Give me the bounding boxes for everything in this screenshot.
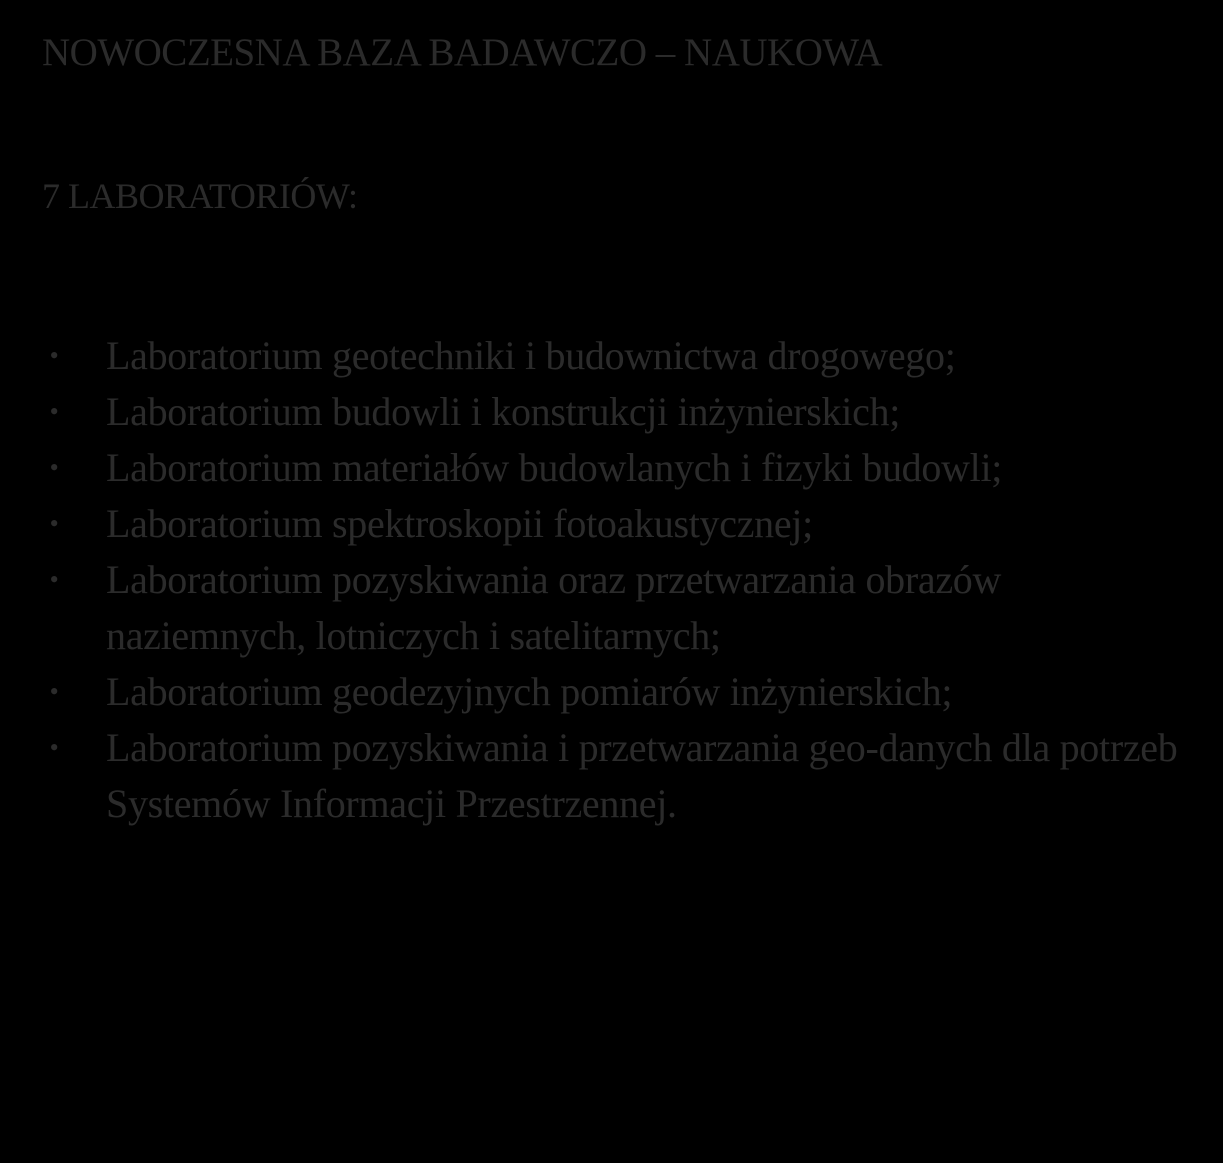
bullet-dot-icon: • — [49, 677, 59, 706]
laboratory-name: Laboratorium pozyskiwania oraz przetwarzania obrazów naziemnych, lotniczych i satelitarnych; — [106, 557, 1002, 658]
bullet-dot-icon: • — [49, 733, 59, 762]
laboratory-list — [42, 328, 1182, 832]
laboratory-name: Laboratorium spektroskopii fotoakustycznej; — [106, 501, 813, 546]
list-item — [42, 440, 1182, 496]
bullet-dot-icon: • — [49, 397, 59, 426]
laboratory-name: Laboratorium materiałów budowlanych i fizyki budowli; — [106, 445, 1003, 490]
list-item — [42, 720, 1182, 832]
bullet-dot-icon: • — [49, 565, 59, 594]
list-item — [42, 664, 1182, 720]
laboratory-name: Laboratorium pozyskiwania i przetwarzania geo-danych dla potrzeb Systemów Informacji Przestrzennej. — [106, 725, 1178, 826]
list-item — [42, 496, 1182, 552]
bullet-dot-icon: • — [49, 341, 59, 370]
bullet-dot-icon: • — [49, 509, 59, 538]
slide-title: NOWOCZESNA BAZA BADAWCZO – NAUKOWA — [42, 31, 883, 74]
laboratory-name: Laboratorium geotechniki i budownictwa drogowego; — [106, 333, 956, 378]
list-item — [42, 384, 1182, 440]
laboratory-name: Laboratorium budowli i konstrukcji inżynierskich; — [106, 389, 901, 434]
bullet-dot-icon: • — [49, 453, 59, 482]
slide-subtitle: 7 LABORATORIÓW: — [42, 176, 358, 216]
list-item — [42, 328, 1182, 384]
list-item — [42, 552, 1182, 664]
laboratory-name: Laboratorium geodezyjnych pomiarów inżynierskich; — [106, 669, 953, 714]
